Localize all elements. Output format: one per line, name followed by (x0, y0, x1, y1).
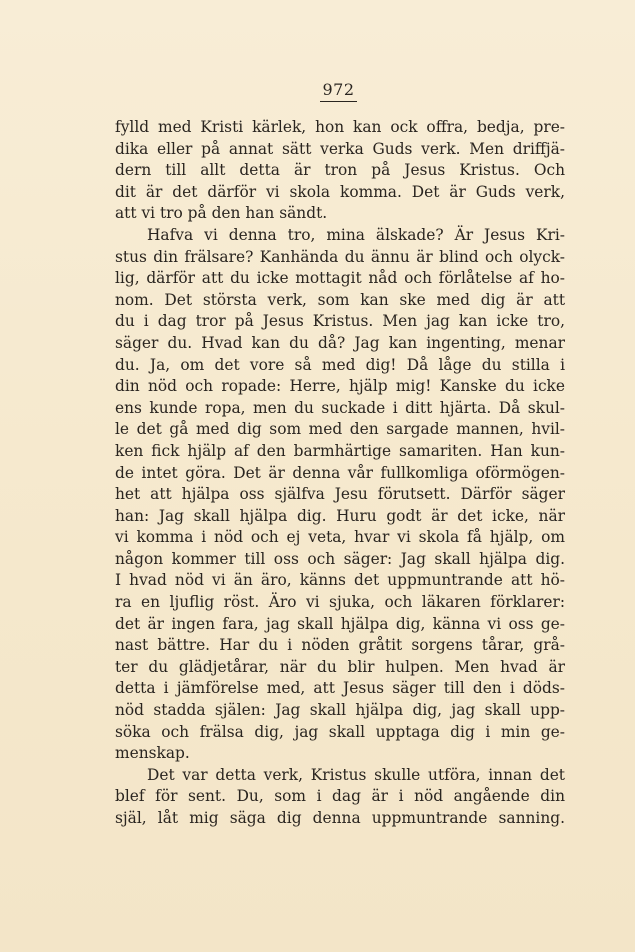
text-line: nast bättre. Har du i nöden gråtit sorgens tårar, grå- (115, 636, 565, 655)
text-line: ken fick hjälp af den barmhärtige samariten. Han kun- (115, 441, 565, 460)
text-line: själ, låt mig säga dig denna uppmuntrande sanning. (115, 809, 565, 827)
text-line: söka och frälsa dig, jag skall upptaga dig i min ge- (115, 722, 565, 741)
text-line: att vi tro på den han sändt. (115, 204, 328, 223)
text-line: nöd stadda själen: Jag skall hjälpa dig, jag skall upp- (115, 701, 565, 720)
text-line: det är ingen fara, jag skall hjälpa dig, känna vi oss ge- (115, 614, 565, 633)
body-text (115, 117, 565, 830)
text-line: dit är det därför vi skola komma. Det är Guds verk, (115, 182, 565, 201)
text-line: Hafva vi denna tro, mina älskade? Är Jesus Kri- (147, 225, 565, 244)
text-line: menskap. (115, 744, 190, 763)
text-line: dern till allt detta är tron på Jesus Kristus. Och (115, 161, 565, 180)
text-line: du. Ja, om det vore så med dig! Då låge du stilla i (115, 355, 565, 374)
text-line: säger du. Hvad kan du då? Jag kan ingenting, menar (115, 333, 565, 352)
text-line: han: Jag skall hjälpa dig. Huru godt är det icke, när (115, 506, 565, 525)
text-line: ra en ljuflig röst. Äro vi sjuka, och läkaren förklarer: (115, 593, 565, 612)
text-line: stus din frälsare? Kanhända du ännu är blind och olyck- (115, 247, 565, 266)
text-line: vi komma i nöd och ej veta, hvar vi skola få hjälp, om (115, 528, 565, 547)
page-number: 972 (320, 80, 356, 102)
text-line: detta i jämförelse med, att Jesus säger till den i döds- (115, 679, 565, 698)
text-line: ter du glädjetårar, när du blir hulpen. Men hvad är (115, 657, 565, 676)
text-line: lig, därför att du icke mottagit nåd och förlåtelse af ho- (115, 269, 565, 288)
text-line: nom. Det största verk, som kan ske med dig är att (115, 290, 565, 309)
text-line: I hvad nöd vi än äro, känns det uppmuntrande att hö- (115, 571, 565, 590)
text-line: dika eller på annat sätt verka Guds verk. Men driffjä- (115, 139, 565, 158)
text-line: fylld med Kristi kärlek, hon kan ock offra, bedja, pre- (115, 118, 565, 136)
text-line: blef för sent. Du, som i dag är i nöd angående din (115, 787, 565, 806)
text-line: din nöd och ropade: Herre, hjälp mig! Kanske du icke (115, 377, 565, 396)
text-line: het att hjälpa oss själfva Jesu förutsett. Därför säger (115, 485, 565, 504)
text-line: le det gå med dig som med den sargade mannen, hvil- (115, 420, 565, 439)
text-line: ens kunde ropa, men du suckade i ditt hjärta. Då skul- (115, 398, 565, 417)
text-line: du i dag tror på Jesus Kristus. Men jag kan icke tro, (115, 312, 565, 331)
text-line: Det var detta verk, Kristus skulle utföra, innan det (147, 765, 565, 784)
text-line: någon kommer till oss och säger: Jag skall hjälpa dig. (115, 549, 565, 568)
text-line: de intet göra. Det är denna vår fullkomliga oförmögen- (115, 463, 565, 482)
page-number-header (0, 80, 635, 102)
